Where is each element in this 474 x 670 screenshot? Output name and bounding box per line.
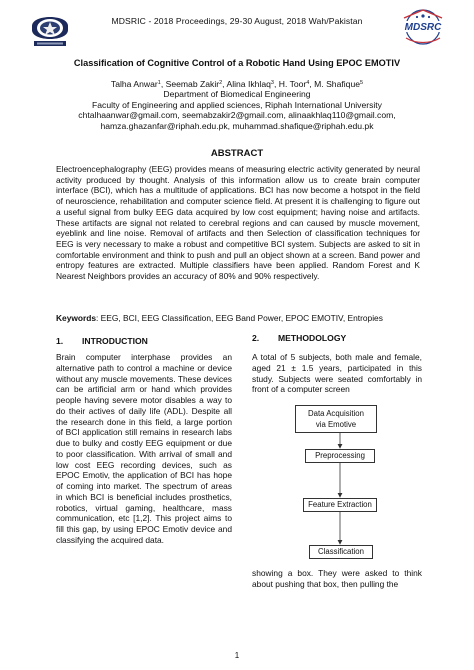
paper-title: Classification of Cognitive Control of a Robotic Hand Using EPOC EMOTIV xyxy=(73,58,401,68)
university-seal-logo xyxy=(28,8,72,50)
page-number: 1 xyxy=(234,651,240,660)
page-header xyxy=(0,0,474,54)
author-affiliation-mark: 1 xyxy=(157,80,161,86)
author-affiliation-mark: 2 xyxy=(219,80,223,86)
author-separator: , xyxy=(160,79,166,89)
author-separator: , xyxy=(273,79,279,89)
flow-step-data-acquisition xyxy=(295,405,377,433)
flow-step-classification: Classification xyxy=(309,545,373,559)
section-title: INTRODUCTION xyxy=(82,336,148,346)
author-name: Seemab Zakir xyxy=(165,79,220,89)
author-affiliation-mark: 4 xyxy=(306,80,310,86)
mdsrc-logo-text: MDSRC xyxy=(404,22,442,33)
methodology-text-continued: showing a box. They were asked to think about pushing that box, then pulling the xyxy=(252,568,422,589)
author-name: M. Shafique xyxy=(314,79,361,89)
author-name: H. Toor xyxy=(278,79,307,89)
author-name: Talha Anwar xyxy=(110,79,158,89)
flow-step-feature-extraction: Feature Extraction xyxy=(303,498,377,512)
author-name: Alina Ikhlaq xyxy=(226,79,271,89)
section-heading-introduction xyxy=(56,336,148,346)
department-line: Department of Biomedical Engineering xyxy=(163,89,311,100)
author-list xyxy=(40,79,434,89)
keywords-label: Keywords xyxy=(56,313,97,323)
author-separator: , xyxy=(222,79,227,89)
email-line: hamza.ghazanfar@riphah.edu.pk, muhammad.shafique@riphah.edu.pk xyxy=(100,120,374,131)
email-line: chtalhaanwar@gmail.com, seemabzakir2@gmail.com, alinaakhlaq110@gmail.com, xyxy=(78,110,396,121)
section-number: 2. xyxy=(252,333,260,343)
flow-step-label: Data Acquisition xyxy=(308,409,364,418)
methodology-text: A total of 5 subjects, both male and female, aged 21 ± 1.5 years, participated in this study. Subjects were seated comfortably in front of a computer screen xyxy=(252,352,422,395)
abstract-heading: ABSTRACT xyxy=(210,148,264,159)
keywords-text: : EEG, BCI, EEG Classification, EEG Band Power, EPOC EMOTIV, Entropies xyxy=(96,313,383,323)
author-separator: , xyxy=(309,79,315,89)
author-affiliation-mark: 5 xyxy=(360,80,364,86)
conference-header: MDSRIC - 2018 Proceedings, 29-30 August, 2018 Wah/Pakistan xyxy=(111,16,363,26)
author-affiliation-mark: 3 xyxy=(270,80,274,86)
methodology-flowchart xyxy=(252,396,422,566)
mdsrc-logo xyxy=(398,8,448,46)
abstract-text: Electroencephalography (EEG) provides means of measuring electric activity generated by neural activity produced by thought. Analysis of this information allow us to create brain computer interface (BCI), which has a multitude of applications. BCI has now become a hotspot in the field of neuroscience, rehabilitation and computer science field. At present it is challenging to figure out a useful signal from bulky EEG data acquired by low cost equipment; having noise and artifacts. These artifacts are signal not related to cerebral regions and can caused by muscle movement, eyeblink and line noise. Removal of artifacts and then Selection of classification techniques for EEG is very necessary to make a robust and competitive BCI system. Subjects are asked to sit in comfortable environment and think to push and pull an object shown at a screen. Band power and entropy features are extracted. Multiple classifiers have been applied. Random Forest and K Nearest Neighbors provides an accuracy of 80% and 90% respectively. xyxy=(56,164,420,282)
flow-step-label: via Emotive xyxy=(315,420,357,429)
keywords-line xyxy=(56,313,420,323)
author-block xyxy=(40,79,434,131)
introduction-text: Brain computer interphase provides an alternative path to control a machine or device without any muscle movements. These devices can be artificial arm or hand which provides people having severe motor disables a way to do their actives of daily life (ADL). Despite all the research done in this field, a large portion of BCI application still remains in research labs due to bulky and costly EEG equipment or due to poor classification. With arrival of small and low cost EEG recording devices, such as EPOC Emotiv, the application of BCI has hope of coming into market. The spectrum of areas in which BCI is beneficial includes prosthetics, robotics, virtual gaming, healthcare, mass communication, etc [1,2]. This project aims to fill this gap, by using EPOC Emotiv device and classifying the acquired data. xyxy=(56,352,232,545)
section-title: METHODOLOGY xyxy=(278,333,347,343)
faculty-line: Faculty of Engineering and applied sciences, Riphah International University xyxy=(92,99,382,110)
flow-step-preprocessing: Preprocessing xyxy=(305,449,375,463)
section-number: 1. xyxy=(56,336,64,346)
section-heading-methodology xyxy=(252,333,346,343)
